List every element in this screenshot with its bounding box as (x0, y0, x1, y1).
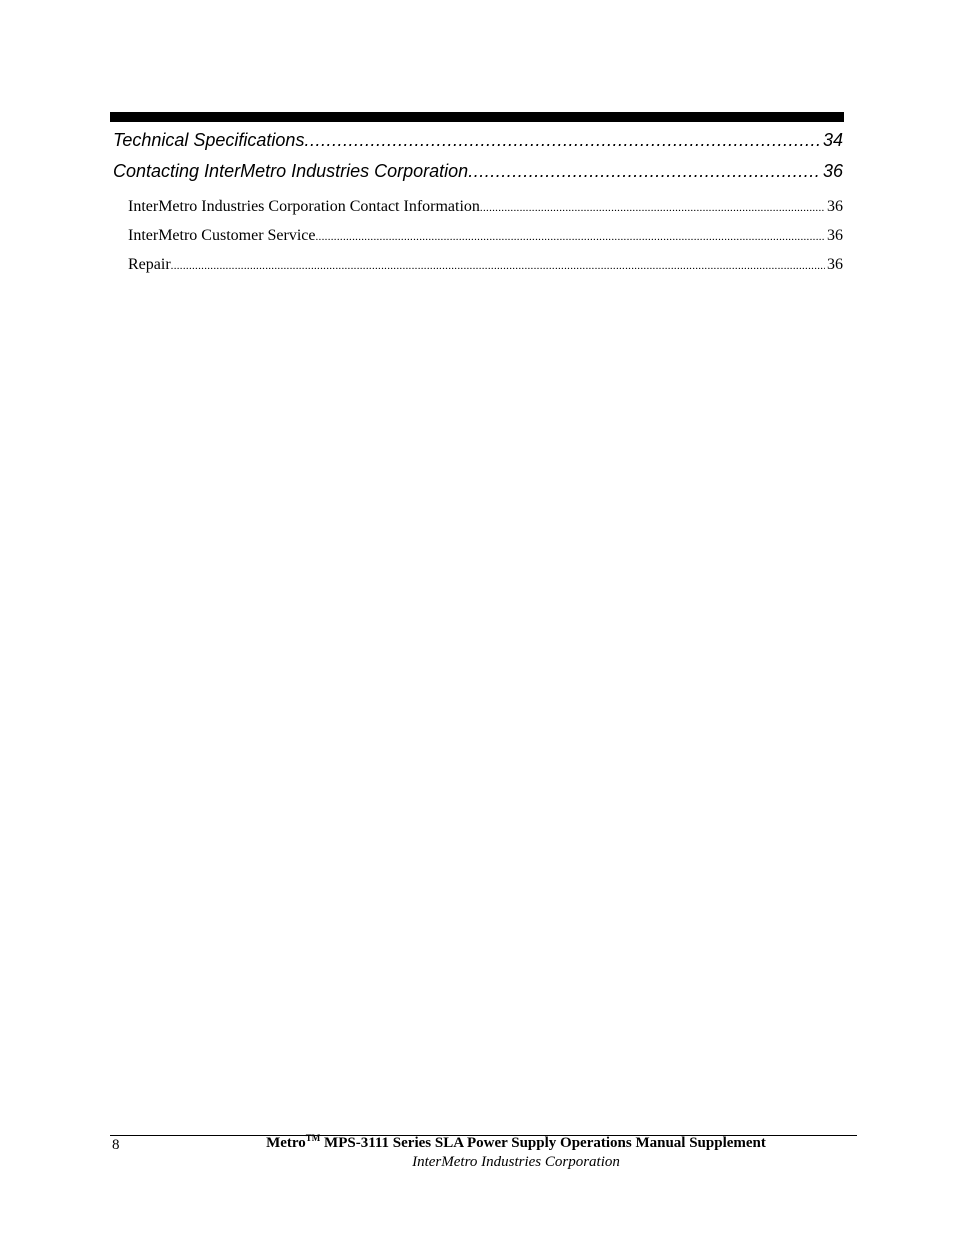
toc-dot-leader (304, 130, 821, 151)
toc-dot-leader (316, 231, 826, 243)
toc-entry-customer-service[interactable] (128, 227, 843, 245)
toc-entry-title: Technical Specifications (113, 130, 305, 150)
footer-trademark: TM (305, 1133, 321, 1143)
toc-entry-contact-information[interactable] (128, 198, 843, 216)
footer-document-title (160, 1135, 872, 1152)
toc-entry-page: 36 (827, 198, 843, 215)
toc-entry-title: InterMetro Industries Corporation Contact Information (128, 198, 480, 215)
toc-entry-title: Contacting InterMetro Industries Corporation (113, 161, 469, 181)
toc-entry-page: 34 (822, 130, 843, 150)
toc-entry-page: 36 (822, 161, 843, 181)
footer-title-rest: MPS-3111 Series SLA Power Supply Operations Manual Supplement (320, 1135, 766, 1151)
header-rule (110, 112, 844, 122)
toc-dot-leader (468, 161, 821, 182)
toc-dot-leader (480, 202, 825, 214)
toc-entry-technical-specifications[interactable] (113, 130, 843, 151)
toc-entry-page: 36 (827, 227, 843, 244)
toc-entry-repair[interactable] (128, 256, 843, 274)
toc-entry-title: InterMetro Customer Service (128, 227, 316, 244)
footer-brand: Metro (266, 1135, 306, 1151)
footer-company: InterMetro Industries Corporation (412, 1154, 620, 1170)
toc-entry-contacting-intermetro[interactable] (113, 161, 843, 182)
toc-entry-title: Repair (128, 256, 171, 273)
toc-entry-page: 36 (827, 256, 843, 273)
toc-dot-leader (171, 260, 825, 272)
footer-page-number: 8 (112, 1137, 120, 1153)
